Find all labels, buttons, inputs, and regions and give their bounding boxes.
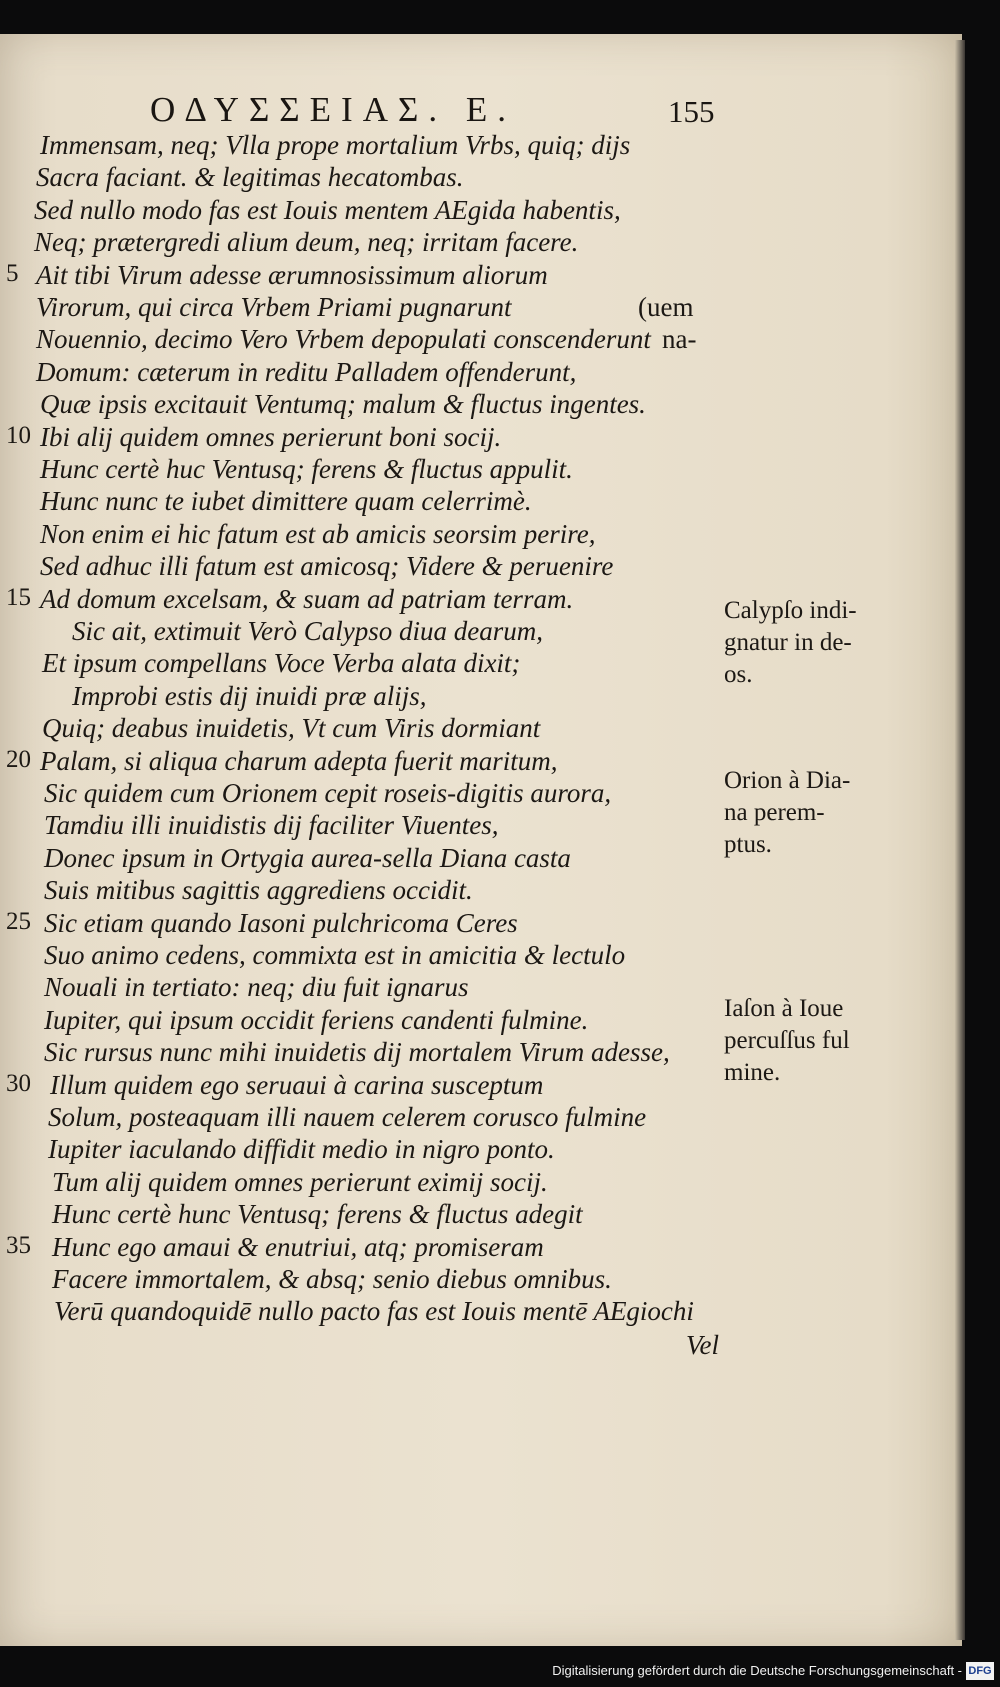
verse-line [0,324,720,356]
verse-text: Sic ait, extimuit Verò Calypso diua dearum, [72,616,543,646]
verse-text: Ibi alij quidem omnes perierunt boni socij. [40,421,502,452]
verse-text: Improbi estis dij inuidi præ alijs, [72,680,427,711]
verse-text: Nouennio, decimo Vero Vrbem depopulati conscenderunt [36,324,651,355]
verse-line [0,1005,720,1037]
verse-text: Donec ipsum in Ortygia aurea-sella Diana casta [44,842,571,873]
verse-line [0,616,720,648]
verse-text: Sic quidem cum Orionem cepit roseis-digitis aurora, [44,778,612,808]
verse-text: Virorum, qui circa Vrbem Priami pugnarunt [36,292,512,322]
footer-credit: Digitalisierung gefördert durch die Deutsche Forschungsgemeinschaft - [552,1663,962,1678]
verse-line [0,1070,720,1102]
verse-line [0,260,720,292]
verse-line [0,454,720,486]
verse-text: Quiq; deabus inuidetis, Vt cum Viris dormiant [42,713,541,744]
verse-text: Non enim ei hic fatum est ab amicis seorsim perire, [40,518,596,549]
verse-text: Tum alij quidem omnes perierunt eximij socij. [52,1166,548,1197]
verse-text: Immensam, neq; Vlla prope mortalium Vrbs, quiq; dijs [40,130,631,160]
verse-line [0,195,720,227]
verse-line [0,130,720,162]
line-number: 25 [6,907,31,935]
verse-text: Verū quandoquidē nullo pacto fas est Iouis mentē AEgiochi [54,1296,694,1327]
verse-line [0,972,720,1004]
line-number: 5 [6,259,19,287]
verse-line [0,162,720,194]
verse-text: Ait tibi Virum adesse ærumnosissimum aliorum [36,259,548,290]
verse-line [0,389,720,421]
verse-text: Sic rursus nunc mihi inuidetis dij mortalem Virum adesse, [44,1037,670,1068]
verse-line [0,940,720,972]
verse-line [0,843,720,875]
verse-text: Illum quidem ego seruaui à carina susceptum [50,1069,544,1100]
verse-line [0,551,720,583]
verse-line [0,227,720,259]
line-number: 35 [6,1231,31,1259]
verse-line [0,486,720,518]
verse-line [0,681,720,713]
page-number: 155 [668,94,715,129]
verse-line [0,1296,720,1328]
verse-text: Hunc certè huc Ventusq; ferens & fluctus appulit. [40,454,573,484]
verse-text: Domum: cæterum in reditu Palladem offenderunt, [36,356,577,387]
running-title: ΟΔΥΣΣΕΙΑΣ. Ε. [150,90,516,129]
catchword: Vel [686,1330,719,1360]
verse-text: Suo animo cedens, commixta est in amicitia & lectulo [44,940,626,970]
verse-text: Hunc nunc te iubet dimittere quam celerrimè. [40,486,532,517]
footer-bar [0,1660,1000,1687]
line-tail: na- [662,324,697,355]
verse-text: Palam, si aliqua charum adepta fuerit maritum, [40,745,558,776]
page-header [0,90,962,130]
verse-text: Hunc ego amaui & enutriui, atq; promiseram [52,1231,544,1262]
verse-text: Iupiter iaculando diffidit medio in nigro ponto. [48,1134,555,1165]
line-number: 10 [6,421,31,449]
verse-line [0,778,720,810]
verse-line [0,292,720,324]
verse-text: Sic etiam quando Iasoni pulchricoma Ceres [44,907,518,938]
verse-text: Iupiter, qui ipsum occidit feriens candenti fulmine. [44,1004,589,1035]
verse-text: Tamdiu illi inuidistis dij faciliter Viuentes, [44,810,499,841]
verse-line [0,1102,720,1134]
verse-line [0,746,720,778]
verse-text: Neq; prætergredi alium deum, neq; irritam facere. [34,227,579,258]
verse-line [0,584,720,616]
verse-line [0,1134,720,1166]
verse-line [0,519,720,551]
verse-text: Facere immortalem, & absq; senio diebus omnibus. [52,1264,612,1294]
verse-text: Et ipsum compellans Voce Verba alata dixit; [42,648,521,679]
verse-line [0,1199,720,1231]
page-edge [955,40,965,1640]
verse-text: Hunc certè hunc Ventusq; ferens & fluctus adegit [52,1199,583,1230]
marginal-note: Iaſon à Ioue percuſſus ful mine. [724,995,850,1086]
dfg-logo: DFG [966,1662,994,1680]
verse-text: Nouali in tertiato: neq; diu fuit ignarus [44,972,469,1003]
line-number: 15 [6,583,31,611]
verse-text: Sacra faciant. & legitimas hecatombas. [36,162,464,193]
verse-line [0,713,720,745]
line-number: 20 [6,745,31,773]
verse-line [0,1232,720,1264]
verse-text: Quæ ipsis excitauit Ventumq; malum & fluctus ingentes. [40,389,646,420]
verse-line [0,1037,720,1069]
verse-line [0,1264,720,1296]
verse-text: Sed nullo modo fas est Iouis mentem AEgida habentis, [34,194,621,225]
line-number: 30 [6,1069,31,1097]
verse-text: Sed adhuc illi fatum est amicosq; Videre & peruenire [40,551,614,582]
verse-line [0,422,720,454]
verse-line [0,908,720,940]
verse-text: Suis mitibus sagittis aggrediens occidit. [44,875,473,906]
verse-line [0,648,720,680]
verse-line [0,875,720,907]
verse-line [0,1167,720,1199]
verse-text: Solum, posteaquam illi nauem celerem corusco fulmine [48,1102,647,1132]
marginal-note: Calypſo indi- gnatur in de- os. [724,597,857,688]
verse-line [0,357,720,389]
verse-text: Ad domum excelsam, & suam ad patriam terram. [40,583,574,614]
verse-line [0,810,720,842]
marginal-note: Orion à Dia- na perem- ptus. [724,767,851,858]
line-tail: (uem [638,292,694,322]
